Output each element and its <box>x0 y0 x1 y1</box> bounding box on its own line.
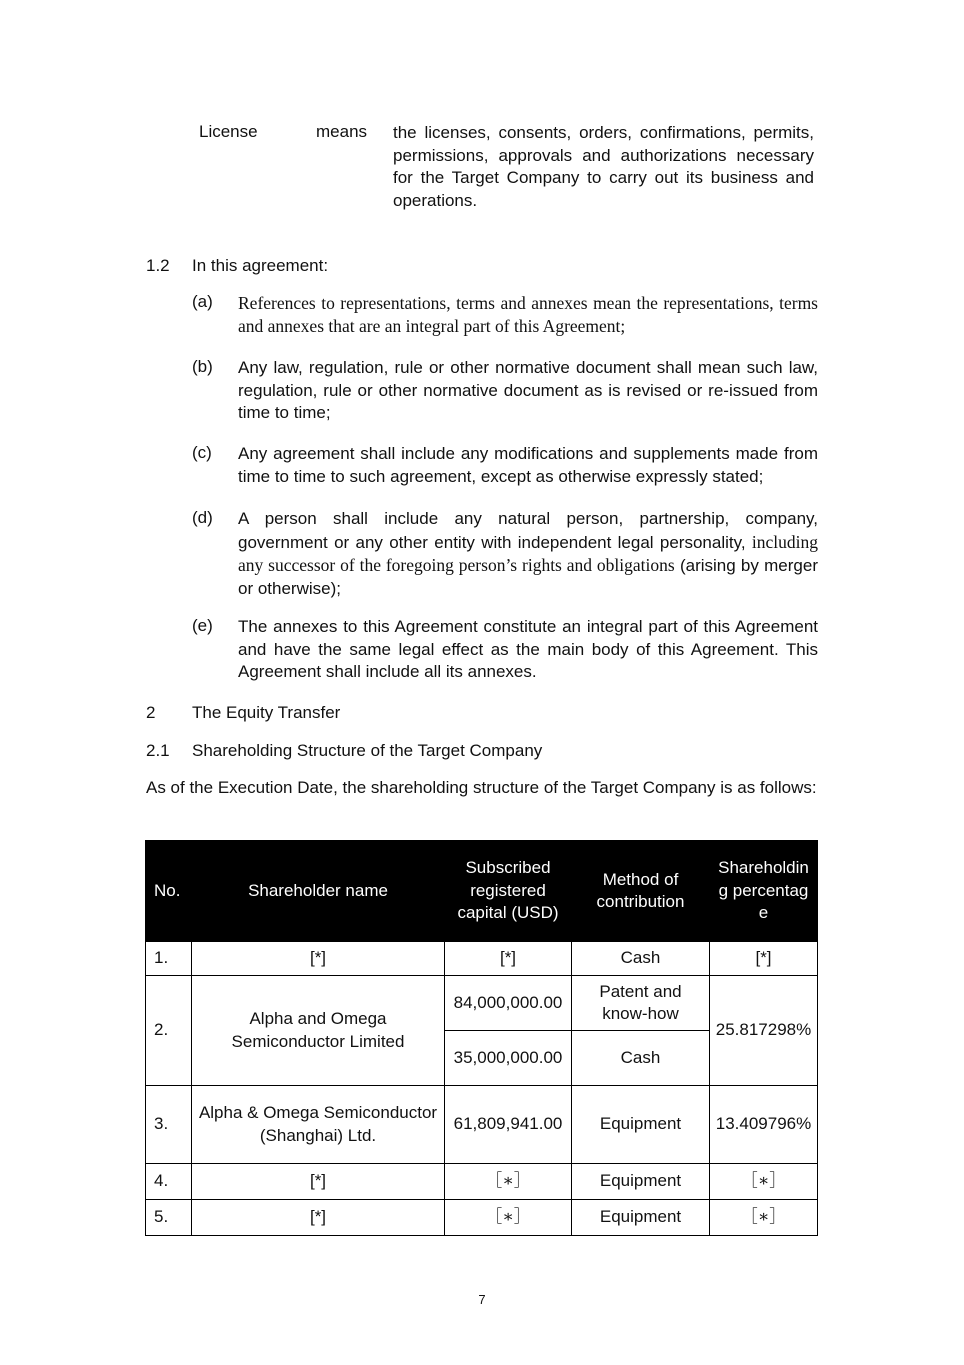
header-subscribed-capital: Subscribed registered capital (USD) <box>445 841 572 942</box>
definition-term: License <box>199 122 258 141</box>
section-2-title: The Equity Transfer <box>192 703 341 722</box>
row-3-no: 3. <box>146 1086 192 1164</box>
row-1-no: 1. <box>146 942 192 976</box>
table-row <box>146 1200 818 1236</box>
row-2-name: Alpha and Omega Semiconductor Limited <box>192 976 445 1086</box>
row-1-name: [*] <box>192 942 445 976</box>
row-2-method-1: Patent and know-how <box>572 976 710 1031</box>
item-c-label: (c) <box>192 443 212 462</box>
row-4-no: 4. <box>146 1164 192 1200</box>
row-3-capital: 61,809,941.00 <box>445 1086 572 1164</box>
row-2-method-2: Cash <box>572 1031 710 1086</box>
row-5-name: [*] <box>192 1200 445 1236</box>
definition-means: means <box>316 122 368 141</box>
row-5-no: 5. <box>146 1200 192 1236</box>
section-2-number: 2 <box>146 703 156 722</box>
page-number: 7 <box>478 1292 486 1307</box>
row-1-capital: [*] <box>445 942 572 976</box>
shareholding-intro: As of the Execution Date, the shareholding structure of the Target Company is as follows: <box>146 778 817 797</box>
table-row <box>146 1086 818 1164</box>
item-c-text: Any agreement shall include any modifications and supplements made from time to time to such agreement, except as otherwise expressly stated; <box>238 444 818 486</box>
section-1-2-number: 1.2 <box>146 256 170 275</box>
item-a-label: (a) <box>192 292 213 311</box>
item-e-text: The annexes to this Agreement constitute an integral part of this Agreement and have the same legal effect as the main body of this Agreement. This Agreement shall include all its annexes. <box>238 617 818 681</box>
header-no: No. <box>146 841 192 942</box>
section-2-1-title: Shareholding Structure of the Target Company <box>192 741 543 760</box>
row-2-capital-2: 35,000,000.00 <box>445 1031 572 1086</box>
item-e-label: (e) <box>192 616 213 635</box>
row-5-method: Equipment <box>572 1200 710 1236</box>
item-d-text-part-3: (arising by merger or otherwise); <box>238 556 818 598</box>
row-5-capital: ［∗］ <box>445 1200 572 1236</box>
item-d-text-part-2: including any successor of the foregoing person’s rights and obligations <box>238 531 818 575</box>
table-header-row <box>146 841 818 942</box>
row-3-method: Equipment <box>572 1086 710 1164</box>
item-b-text: Any law, regulation, rule or other normative document shall mean such law, regulation, rule or other normative document as is revised or re-issued from time to time; <box>238 358 818 422</box>
row-3-name: Alpha & Omega Semiconductor (Shanghai) Ltd. <box>192 1086 445 1164</box>
row-3-percent: 13.409796% <box>710 1086 818 1164</box>
item-b-label: (b) <box>192 357 213 376</box>
section-1-2-title: In this agreement: <box>192 256 329 275</box>
header-method: Method of contribution <box>572 841 710 942</box>
row-1-percent: [*] <box>710 942 818 976</box>
table-row <box>146 1164 818 1200</box>
header-shareholder-name: Shareholder name <box>192 841 445 942</box>
row-2-percent: 25.817298% <box>710 976 818 1086</box>
table-row <box>146 942 818 976</box>
item-d-text-part-1: A person shall include any natural person, partnership, company, government or any other entity with independent legal personality, <box>238 509 818 552</box>
section-2-1-number: 2.1 <box>146 741 170 760</box>
row-5-percent: ［∗］ <box>710 1200 818 1236</box>
table-row <box>146 976 818 1031</box>
row-4-capital: ［∗］ <box>445 1164 572 1200</box>
item-a-text: References to representations, terms and annexes mean the representations, terms and annexes that are an integral part of this Agreement; <box>238 293 818 336</box>
row-2-no: 2. <box>146 976 192 1086</box>
definition-text: the licenses, consents, orders, confirmations, permits, permissions, approvals and authorizations necessary for the Target Company to carry out its business and operations. <box>393 123 814 210</box>
header-percentage: Shareholding percentage <box>710 841 818 942</box>
row-4-name: [*] <box>192 1164 445 1200</box>
row-4-percent: ［∗］ <box>710 1164 818 1200</box>
row-2-capital-1: 84,000,000.00 <box>445 976 572 1031</box>
row-4-method: Equipment <box>572 1164 710 1200</box>
shareholding-table <box>145 840 818 1236</box>
item-d-label: (d) <box>192 508 213 527</box>
item-d-text <box>238 508 818 600</box>
row-1-method: Cash <box>572 942 710 976</box>
